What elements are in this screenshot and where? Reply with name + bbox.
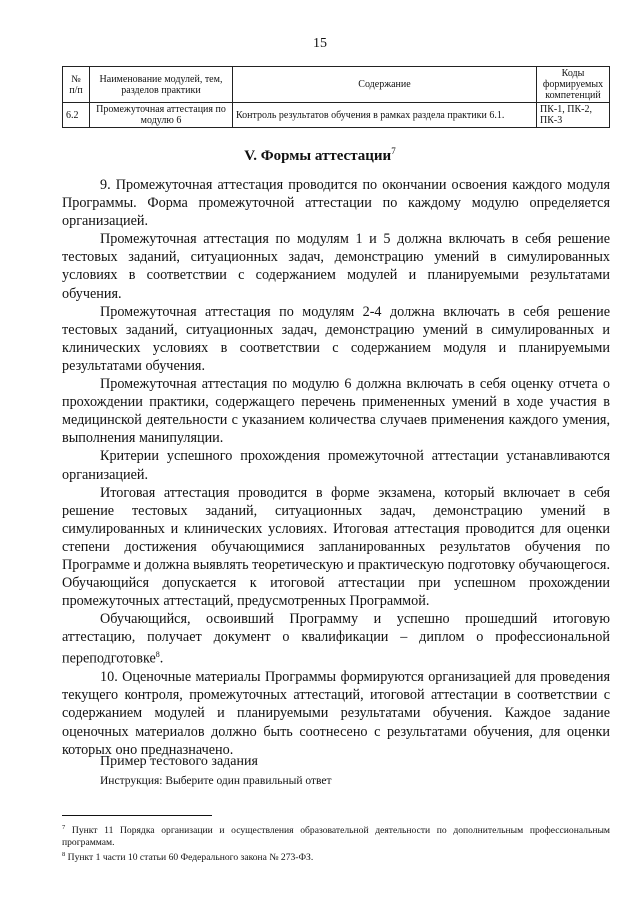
footnote-mark: 7 [62,824,66,831]
footnote-8 [62,849,610,864]
footnote-text: Пункт 11 Порядка организации и осуществления образовательной деятельности по дополнительным профессиональным программам. [62,825,610,849]
footnote-divider [62,815,212,816]
example-title: Пример тестового задания [100,754,258,769]
paragraph: Итоговая аттестация проводится в форме экзамена, который включает в себя решение тестовых заданий, ситуационных задач, демонстрацию умений в симулированных и клинических условиях. Итоговая аттестация проводится для оценки степени достижения обучающимися запланированных результатов обучения по Программе и должна выявлять теоретическую и практическую подготовку обучающегося. Обучающийся допускается к итоговой аттестации при успешном прохождении промежуточных аттестаций, предусмотренных Программой. [62,484,610,610]
footnote-ref-7: 7 [391,146,396,156]
paragraph: Критерии успешного прохождения промежуточной аттестации устанавливаются организацией. [62,448,610,483]
paragraph: Промежуточная аттестация по модулю 6 должна включать в себя оценку отчета о прохождении практики, содержащего перечень примененных умений в ходе участия в медицинской деятельности с указанием количества случаев применения каждого умения, выполнения манипуляции. [62,376,610,447]
footnote-ref-8: 8 [155,650,160,660]
paragraph-9: 9. Промежуточная аттестация проводится по окончании освоения каждого модуля Программы. Форма промежуточной аттестации по каждому модулю определяется организацией. [62,177,610,230]
footnote-mark: 8 [62,851,66,859]
paragraph: Промежуточная аттестация по модулям 1 и 5 должна включать в себя решение тестовых заданий, ситуационных задач, демонстрацию умений в симулированных условиях в соответствии с содержанием модулей и планируемыми результатами обучения. [62,231,610,302]
footnote-text: Пункт 1 части 10 статьи 60 Федерального закона № 273-ФЗ. [65,852,314,864]
header-content: Содержание [233,67,537,103]
row-num: 6.2 [63,103,90,128]
page-number: 15 [313,36,327,51]
modules-table [62,66,610,128]
header-num: № п/п [63,67,90,103]
table-row [63,103,610,128]
row-codes: ПК-1, ПК-2, ПК-3 [537,103,610,128]
row-content: Контроль результатов обучения в рамках раздела практики 6.1. [233,103,537,128]
paragraph-graduate-tail: . [159,651,164,668]
header-codes: Коды формируемых компетенций [537,67,610,103]
section-body [62,176,610,759]
paragraph-graduate-text: Обучающийся, освоивший Программу и успешно прошедший итоговую аттестацию, получает документ о квалификации – диплом о профессиональной переподготовке [62,611,610,668]
table-header-row [63,67,610,103]
footnotes [62,822,610,864]
example-instruction: Инструкция: Выберите один правильный ответ [100,775,332,787]
paragraph: Промежуточная аттестация по модулям 2-4 должна включать в себя решение тестовых заданий, ситуационных задач, демонстрацию умений в симулированных и клинических условиях в соответствии с содержанием модуля и планируемыми результатами обучения. [62,303,610,374]
row-name: Промежуточная аттестация по модулю 6 [90,103,233,128]
paragraph-10: 10. Оценочные материалы Программы формируются организацией для проведения текущего контроля, промежуточных аттестаций, итоговой аттестации в соответствии с содержанием модулей и планируемыми результатами обучения. Каждое задание оценочных материалов должно быть соотнесено с результатами обучения, для оценки которых оно предназначено. [62,669,610,758]
section-heading [0,146,640,165]
footnote-7 [62,822,610,849]
section-heading-text: V. Формы аттестации [244,148,392,164]
paragraph-graduate [62,610,610,668]
header-name: Наименование модулей, тем, разделов практики [90,67,233,103]
